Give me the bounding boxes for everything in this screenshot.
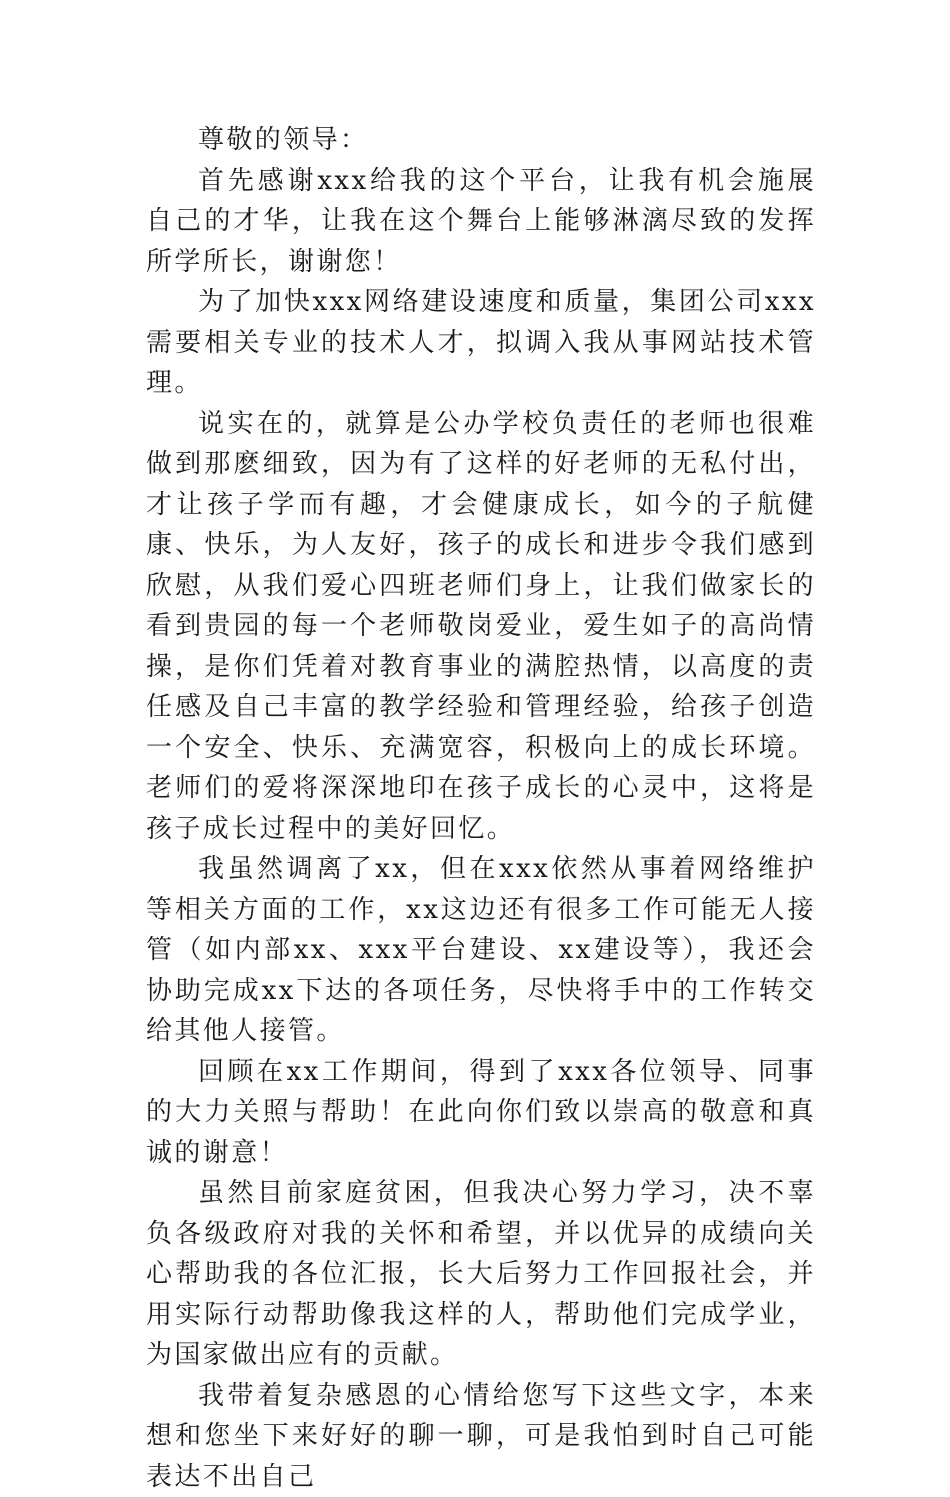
document-body (146, 120, 816, 1497)
paragraph-resolve: 虽然目前家庭贫困，但我决心努力学习，决不辜负各级政府对我的关怀和希望，并以优异的成绩向关心帮助我的各位汇报，长大后努力工作回报社会，并用实际行动帮助像我这样的人，帮助他们完成学业，为国家做出应有的贡献。 (146, 1173, 816, 1376)
paragraph-closing: 我带着复杂感恩的心情给您写下这些文字，本来想和您坐下来好好的聊一聊，可是我怕到时自己可能表达不出自己 (146, 1376, 816, 1497)
paragraph-thanks: 首先感谢xxx给我的这个平台，让我有机会施展自己的才华，让我在这个舞台上能够淋漓尽致的发挥所学所长，谢谢您！ (146, 161, 816, 283)
paragraph-transfer: 为了加快xxx网络建设速度和质量，集团公司xxx需要相关专业的技术人才，拟调入我从事网站技术管理。 (146, 282, 816, 404)
paragraph-gratitude: 回顾在xx工作期间，得到了xxx各位领导、同事的大力关照与帮助！在此向你们致以崇高的敬意和真诚的谢意！ (146, 1052, 816, 1174)
salutation: 尊敬的领导： (146, 120, 816, 161)
paragraph-handover: 我虽然调离了xx，但在xxx依然从事着网络维护等相关方面的工作，xx这边还有很多工作可能无人接管（如内部xx、xxx平台建设、xx建设等），我还会协助完成xx下达的各项任务，尽快将手中的工作转交给其他人接管。 (146, 849, 816, 1052)
paragraph-teachers: 说实在的，就算是公办学校负责任的老师也很难做到那麽细致，因为有了这样的好老师的无私付出，才让孩子学而有趣，才会健康成长，如今的子航健康、快乐，为人友好，孩子的成长和进步令我们感到欣慰，从我们爱心四班老师们身上，让我们做家长的看到贵园的每一个老师敬岗爱业，爱生如子的高尚情操，是你们凭着对教育事业的满腔热情，以高度的责任感及自己丰富的教学经验和管理经验，给孩子创造一个安全、快乐、充满宽容，积极向上的成长环境。老师们的爱将深深地印在孩子成长的心灵中，这将是孩子成长过程中的美好回忆。 (146, 404, 816, 850)
